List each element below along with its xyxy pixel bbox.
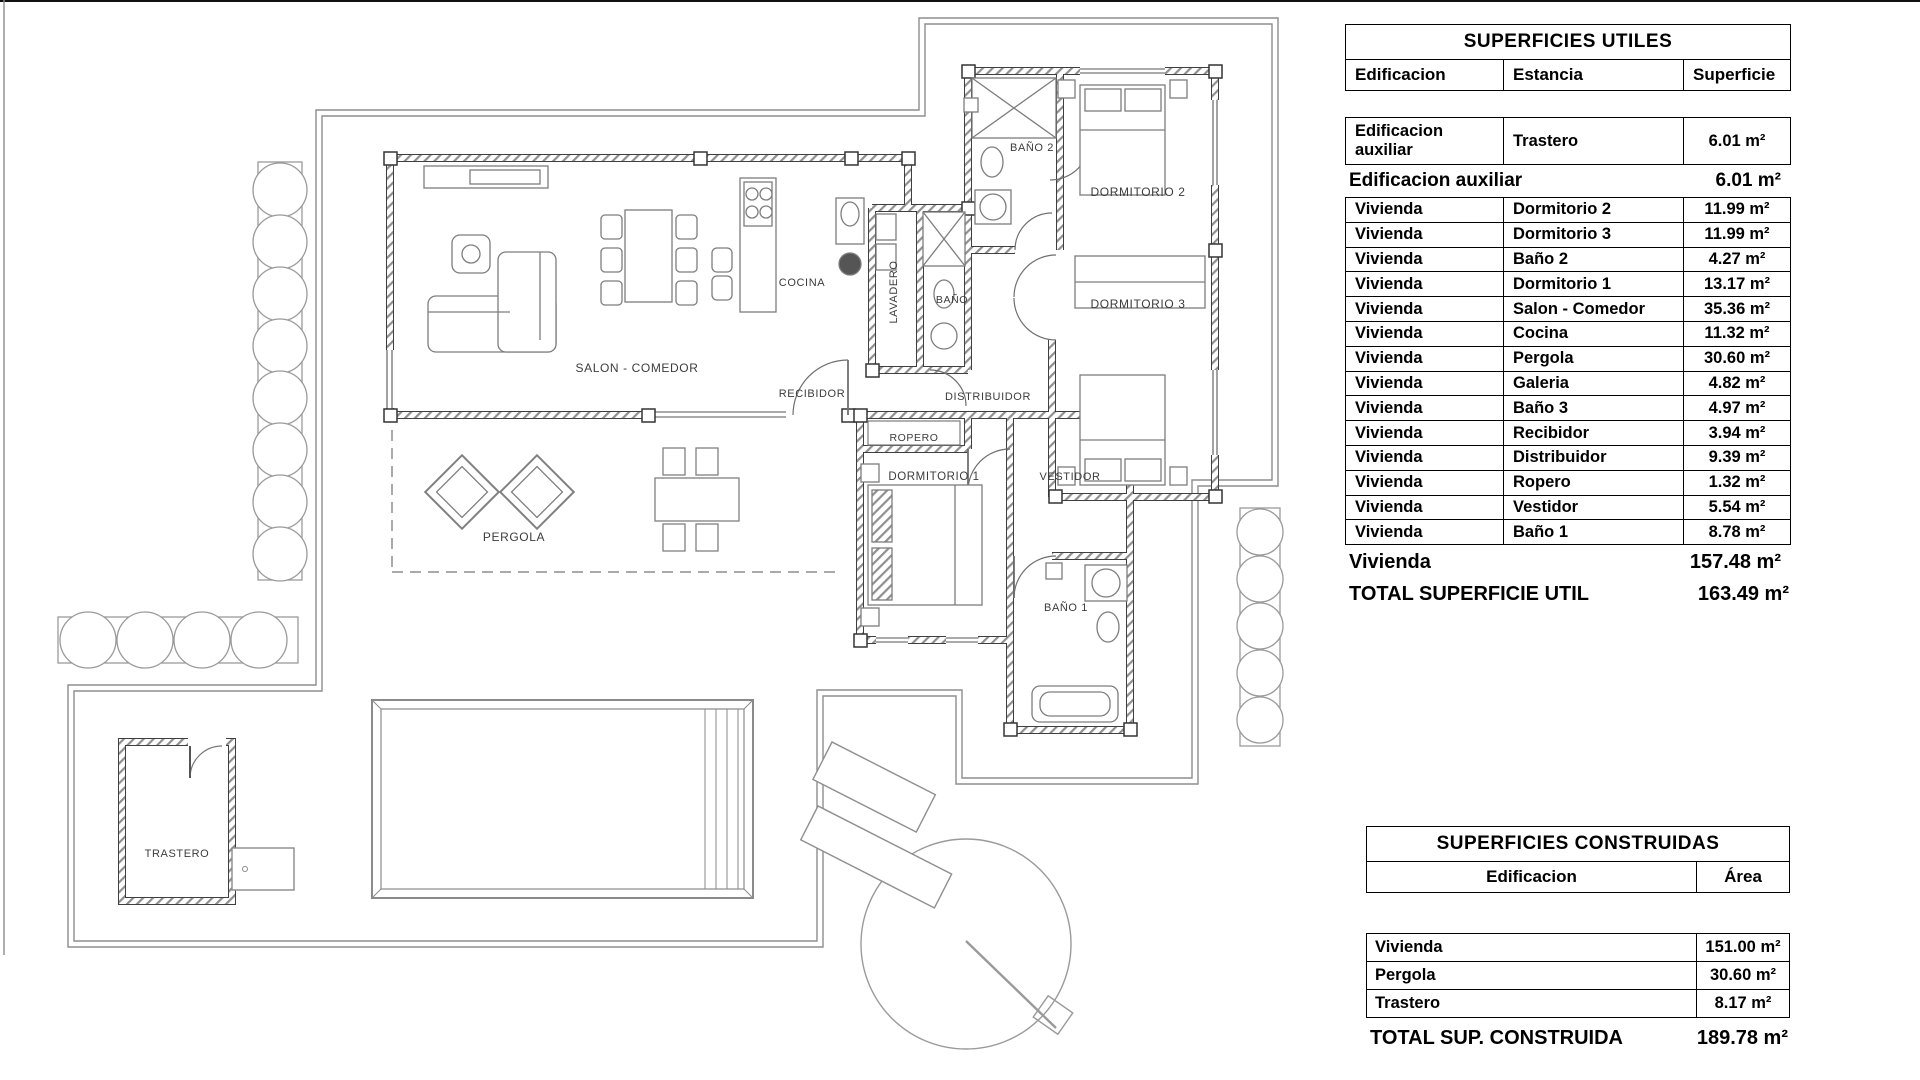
cell-edificacion: Vivienda <box>1346 496 1504 520</box>
column-header-edificacion: Edificacion <box>1367 862 1697 892</box>
room-label-cocina: COCINA <box>778 277 826 289</box>
cell-edificacion: Edificacion auxiliar <box>1346 118 1504 164</box>
cell-edificacion: Vivienda <box>1346 471 1504 495</box>
table-row <box>1345 496 1791 521</box>
cell-edificacion: Vivienda <box>1346 272 1504 296</box>
table-row <box>1366 962 1790 990</box>
total-value: 163.49 m² <box>1697 583 1789 606</box>
table-header <box>1366 862 1790 893</box>
table-row <box>1345 471 1791 496</box>
table-row <box>1345 520 1791 545</box>
cell-superficie: 13.17 m² <box>1703 274 1771 293</box>
subtotal-label: Vivienda <box>1349 550 1431 573</box>
room-label-vestidor: VESTIDOR <box>1039 471 1101 483</box>
room-label-dormitorio-3: DORMITORIO 3 <box>1090 297 1186 311</box>
table-body <box>1345 197 1791 545</box>
cell-area: 8.17 m² <box>1714 994 1772 1012</box>
cell-edificacion: Vivienda <box>1346 248 1504 272</box>
table-row <box>1345 446 1791 471</box>
cell-edificacion: Vivienda <box>1346 446 1504 470</box>
cell-superficie: 6.01 m² <box>1708 131 1766 150</box>
cell-estancia: Ropero <box>1504 471 1684 495</box>
table-row <box>1345 372 1791 397</box>
table-row <box>1345 197 1791 223</box>
cell-estancia: Distribuidor <box>1504 446 1684 470</box>
table-row <box>1345 396 1791 421</box>
table-title: SUPERFICIES UTILES <box>1345 24 1791 60</box>
cell-estancia: Baño 2 <box>1504 248 1684 272</box>
cell-edificacion: Vivienda <box>1346 520 1504 544</box>
table-body <box>1366 933 1790 1018</box>
cell-edificacion: Vivienda <box>1367 934 1697 961</box>
cell-estancia: Dormitorio 1 <box>1504 272 1684 296</box>
superficies-construidas-table <box>1366 826 1790 1058</box>
cell-edificacion: Vivienda <box>1346 396 1504 420</box>
cell-estancia: Baño 1 <box>1504 520 1684 544</box>
trees-bottom-strip <box>58 612 298 668</box>
trees-right-strip <box>1237 508 1283 746</box>
cell-edificacion: Vivienda <box>1346 421 1504 445</box>
cell-superficie: 1.32 m² <box>1708 473 1766 492</box>
superficies-utiles-table <box>1345 24 1791 610</box>
cell-estancia: Dormitorio 2 <box>1504 198 1684 222</box>
table-row <box>1345 248 1791 273</box>
room-label-ropero: ROPERO <box>889 432 939 444</box>
column-header-estancia: Estancia <box>1504 60 1684 90</box>
total-row <box>1345 579 1791 610</box>
kitchen-fixtures <box>712 178 864 312</box>
room-label-recibidor: RECIBIDOR <box>778 388 846 400</box>
cell-superficie: 4.97 m² <box>1708 398 1766 417</box>
table-row <box>1345 347 1791 372</box>
cell-area: 30.60 m² <box>1709 966 1777 984</box>
cell-edificacion: Vivienda <box>1346 347 1504 371</box>
cell-edificacion: Vivienda <box>1346 322 1504 346</box>
cell-estancia: Baño 3 <box>1504 396 1684 420</box>
cell-superficie: 11.32 m² <box>1704 324 1770 343</box>
cell-edificacion: Pergola <box>1367 962 1697 989</box>
salon-furniture <box>424 166 697 352</box>
pool <box>372 700 753 898</box>
cell-superficie: 4.27 m² <box>1708 249 1766 268</box>
room-label-bano-1: BAÑO 1 <box>1044 602 1088 614</box>
cell-estancia: Dormitorio 3 <box>1504 223 1684 247</box>
cell-superficie: 9.39 m² <box>1708 448 1766 467</box>
room-label-dormitorio-2: DORMITORIO 2 <box>1090 185 1186 199</box>
cell-superficie: 30.60 m² <box>1703 349 1771 368</box>
cell-superficie: 35.36 m² <box>1703 299 1771 318</box>
cell-superficie: 11.99 m² <box>1704 200 1770 219</box>
aux-subtotal-row <box>1345 165 1791 197</box>
cell-superficie: 5.54 m² <box>1708 497 1766 516</box>
subtotal-value: 157.48 m² <box>1689 550 1781 573</box>
table-row <box>1345 272 1791 297</box>
cell-estancia: Pergola <box>1504 347 1684 371</box>
subtotal-label: Edificacion auxiliar <box>1349 170 1523 191</box>
cell-superficie: 3.94 m² <box>1708 423 1766 442</box>
room-label-bano-2: BAÑO 2 <box>1010 142 1054 154</box>
column-header-edificacion: Edificacion <box>1346 60 1504 90</box>
trastero-building <box>122 736 294 901</box>
table-row <box>1345 297 1791 322</box>
room-label-salon-comedor: SALON - COMEDOR <box>575 361 699 375</box>
pergola-furniture <box>425 448 739 551</box>
table-row <box>1366 933 1790 962</box>
cell-edificacion: Vivienda <box>1346 372 1504 396</box>
cell-estancia: Trastero <box>1504 118 1684 164</box>
cell-edificacion: Trastero <box>1367 990 1697 1017</box>
room-label-trastero: TRASTERO <box>144 848 210 860</box>
table-row <box>1345 322 1791 347</box>
subtotal-value: 6.01 m² <box>1715 170 1781 191</box>
trees-left-strip <box>253 162 307 581</box>
cell-estancia: Galeria <box>1504 372 1684 396</box>
vivienda-subtotal-row <box>1345 545 1791 579</box>
cell-superficie: 4.82 m² <box>1708 373 1766 392</box>
table-row <box>1345 223 1791 248</box>
cell-estancia: Recibidor <box>1504 421 1684 445</box>
cell-edificacion: Vivienda <box>1346 297 1504 321</box>
cell-estancia: Vestidor <box>1504 496 1684 520</box>
room-label-dormitorio-1: DORMITORIO 1 <box>888 471 980 483</box>
cell-edificacion: Vivienda <box>1346 198 1504 222</box>
room-label-lavadero: LAVADERO <box>888 260 900 324</box>
cell-edificacion: Vivienda <box>1346 223 1504 247</box>
cell-estancia: Cocina <box>1504 322 1684 346</box>
cell-estancia: Salon - Comedor <box>1504 297 1684 321</box>
cell-superficie: 11.99 m² <box>1704 225 1770 244</box>
column-header-superficie: Superficie <box>1693 65 1776 84</box>
total-row <box>1366 1018 1790 1058</box>
table-row <box>1345 117 1791 165</box>
total-label: TOTAL SUPERFICIE UTIL <box>1349 583 1590 606</box>
table-header <box>1345 60 1791 91</box>
table-row <box>1345 421 1791 446</box>
room-label-distribuidor: DISTRIBUIDOR <box>944 391 1032 403</box>
room-label-bano: BAÑO <box>935 294 969 306</box>
room-label-pergola: PERGOLA <box>482 530 546 544</box>
column-header-area: Área <box>1724 867 1762 886</box>
cell-superficie: 8.78 m² <box>1708 522 1766 541</box>
cell-area: 151.00 m² <box>1705 938 1781 956</box>
table-title: SUPERFICIES CONSTRUIDAS <box>1366 826 1790 862</box>
table-row <box>1366 990 1790 1018</box>
total-label: TOTAL SUP. CONSTRUIDA <box>1370 1026 1623 1049</box>
total-value: 189.78 m² <box>1696 1026 1788 1049</box>
